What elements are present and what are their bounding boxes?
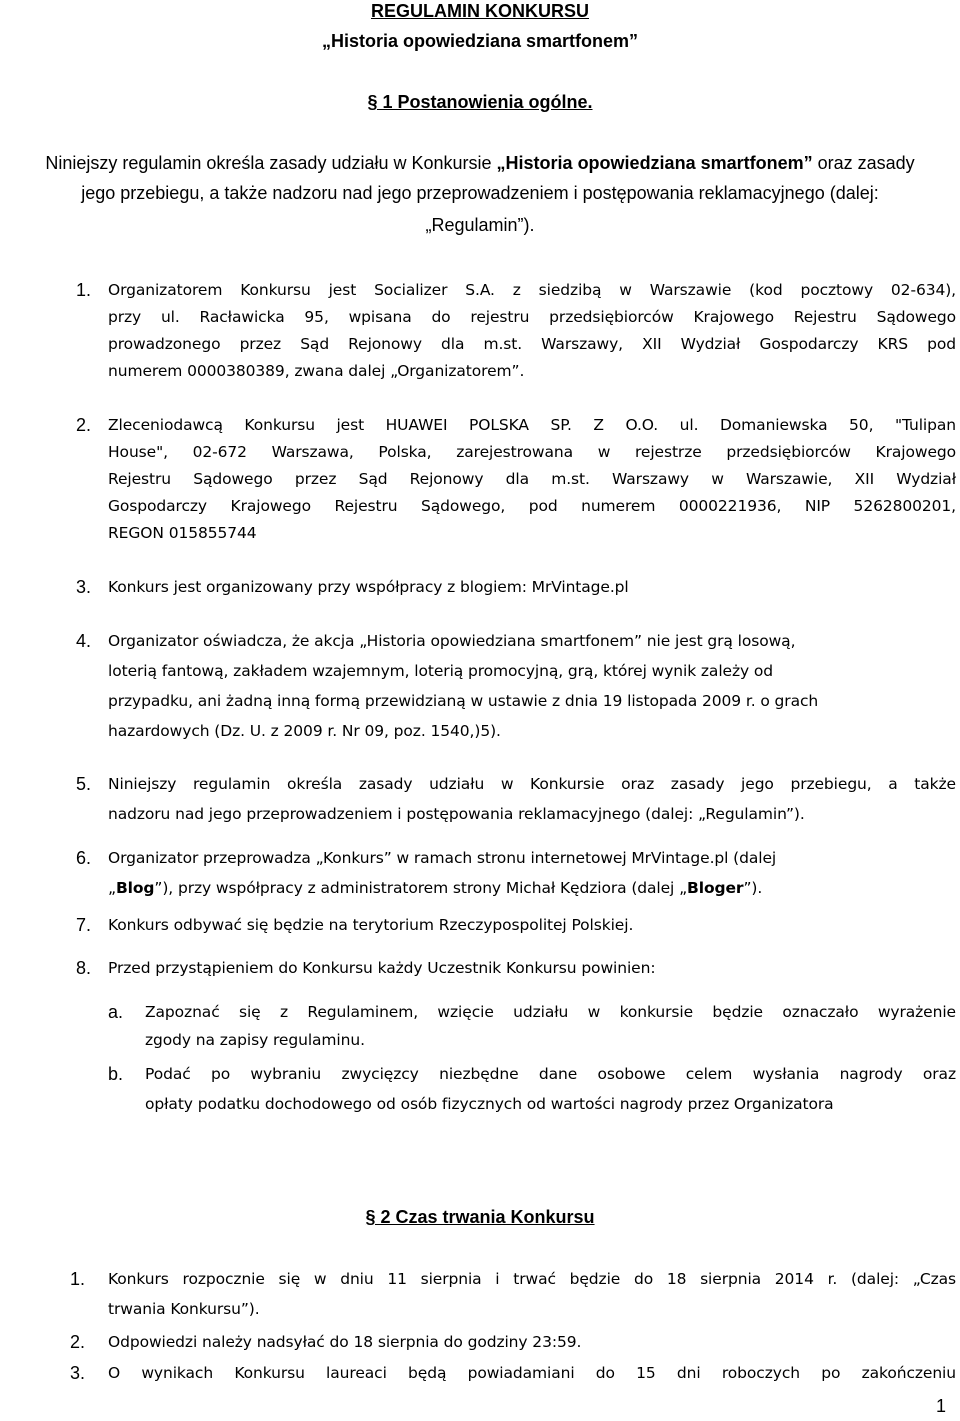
item-number: 3.	[76, 577, 92, 597]
document-title: REGULAMIN KONKURSU	[371, 1, 589, 21]
intro-line-1	[0, 152, 960, 174]
subitem-letter: a.	[108, 1002, 124, 1022]
bloger-term: Bloger	[687, 879, 744, 897]
intro-text: Niniejszy regulamin określa zasady udziału w Konkursie	[45, 153, 497, 173]
s2-item-1-line-2: trwania Konkursu”).	[108, 1300, 260, 1318]
item-number: 1.	[76, 280, 92, 300]
s2-item-2-line-1: Odpowiedzi należy nadsyłać do 18 sierpnia do godziny 23:59.	[108, 1333, 582, 1351]
item-number: 2.	[76, 415, 92, 435]
item-5-line-2: nadzoru nad jego przeprowadzeniem i postępowania reklamacyjnego (dalej: „Regulamin”).	[108, 805, 805, 823]
item-number: 6.	[76, 848, 92, 868]
intro-contest-name: „Historia opowiedziana smartfonem”	[496, 153, 813, 173]
item-number: 2.	[70, 1332, 86, 1352]
item-2-line-3: Rejestru Sądowego przez Sąd Rejonowy dla m.st. Warszawy w Warszawie, XII Wydział	[108, 470, 956, 488]
item-3-line-1: Konkurs jest organizowany przy współpracy z blogiem: MrVintage.pl	[108, 578, 629, 596]
intro-line-2: jego przebiegu, a także nadzoru nad jego przeprowadzeniem i postępowania reklamacyjnego (dalej:	[81, 183, 879, 203]
s2-item-1-line-1: Konkurs rozpocznie się w dniu 11 sierpnia i trwać będzie do 18 sierpnia 2014 r. (dalej: „Czas	[108, 1270, 956, 1288]
subitem-b-line-1: Podać po wybraniu zwycięzcy niezbędne dane osobowe celem wysłania nagrody oraz	[145, 1065, 956, 1083]
item-number: 5.	[76, 774, 92, 794]
item-2-line-2: House", 02-672 Warszawa, Polska, zarejestrowana w rejestrze przedsiębiorców Krajowego	[108, 443, 956, 461]
item-1-line-4: numerem 0000380389, zwana dalej „Organizatorem”.	[108, 362, 525, 380]
item-1-line-3: prowadzonego przez Sąd Rejonowy dla m.st. Warszawy, XII Wydział Gospodarczy KRS pod	[108, 335, 956, 353]
blog-term: Blog	[115, 879, 155, 897]
item-4-line-1: Organizator oświadcza, że akcja „Historia opowiedziana smartfonem” nie jest grą losową,	[108, 632, 796, 650]
item-8-line-1: Przed przystąpieniem do Konkursu każdy Uczestnik Konkursu powinien:	[108, 959, 656, 977]
item-1-line-1: Organizatorem Konkursu jest Socializer S.A. z siedzibą w Warszawie (kod pocztowy 02-634),	[108, 281, 956, 299]
item-number: 8.	[76, 958, 92, 978]
item-2-line-1: Zleceniodawcą Konkursu jest HUAWEI POLSKA SP. Z O.O. ul. Domaniewska 50, "Tulipan	[108, 416, 956, 434]
subitem-b-line-2: opłaty podatku dochodowego od osób fizycznych od wartości nagrody przez Organizatora	[145, 1095, 834, 1113]
item-4-line-2: loterią fantową, zakładem wzajemnym, loterią promocyjną, grą, której wynik zależy od	[108, 662, 774, 680]
item-number: 1.	[70, 1269, 86, 1289]
document-subtitle: „Historia opowiedziana smartfonem”	[321, 31, 639, 51]
item-2-line-5: REGON 015855744	[108, 524, 257, 542]
section-2-heading: § 2 Czas trwania Konkursu	[365, 1207, 595, 1227]
subitem-letter: b.	[108, 1064, 124, 1084]
quote-open: „	[108, 879, 116, 897]
item-5-line-1: Niniejszy regulamin określa zasady udziału w Konkursie oraz zasady jego przebiegu, a także	[108, 775, 956, 793]
item-6-line-1: Organizator przeprowadza „Konkurs” w ramach stronu internetowej MrVintage.pl (dalej	[108, 849, 777, 867]
item-7-line-1: Konkurs odbywać się będzie na terytorium Rzeczypospolitej Polskiej.	[108, 916, 634, 934]
s2-item-3-line-1: O wynikach Konkursu laureaci będą powiadamiani do 15 dni roboczych po zakończeniu	[108, 1364, 956, 1382]
section-1-heading: § 1 Postanowienia ogólne.	[367, 92, 593, 112]
subitem-a-line-2: zgody na zapisy regulaminu.	[145, 1031, 365, 1049]
item-number: 4.	[76, 631, 92, 651]
intro-text-end: oraz zasady	[812, 153, 915, 173]
item-4-line-4: hazardowych (Dz. U. z 2009 r. Nr 09, poz. 1540,)5).	[108, 722, 501, 740]
quote-close: ”).	[743, 879, 763, 897]
intro-line-3: „Regulamin”).	[425, 215, 535, 235]
item-2-line-4: Gospodarczy Krajowego Rejestru Sądowego, pod numerem 0000221936, NIP 5262800201,	[108, 497, 956, 515]
item-1-line-2: przy ul. Racławicka 95, wpisana do rejestru przedsiębiorców Krajowego Rejestru Sądowego	[108, 308, 956, 326]
page-number: 1	[935, 1396, 946, 1416]
item-4-line-3: przypadku, ani żadną inną formą przewidzianą w ustawie z dnia 19 listopada 2009 r. o grach	[108, 692, 819, 710]
subitem-a-line-1: Zapoznać się z Regulaminem, wzięcie udziału w konkursie będzie oznaczało wyrażenie	[145, 1003, 956, 1021]
item-6-text: ”), przy współpracy z administratorem strony Michał Kędziora (dalej „	[154, 879, 688, 897]
item-6-line-2	[108, 877, 762, 899]
item-number: 7.	[76, 915, 92, 935]
item-number: 3.	[70, 1363, 86, 1383]
